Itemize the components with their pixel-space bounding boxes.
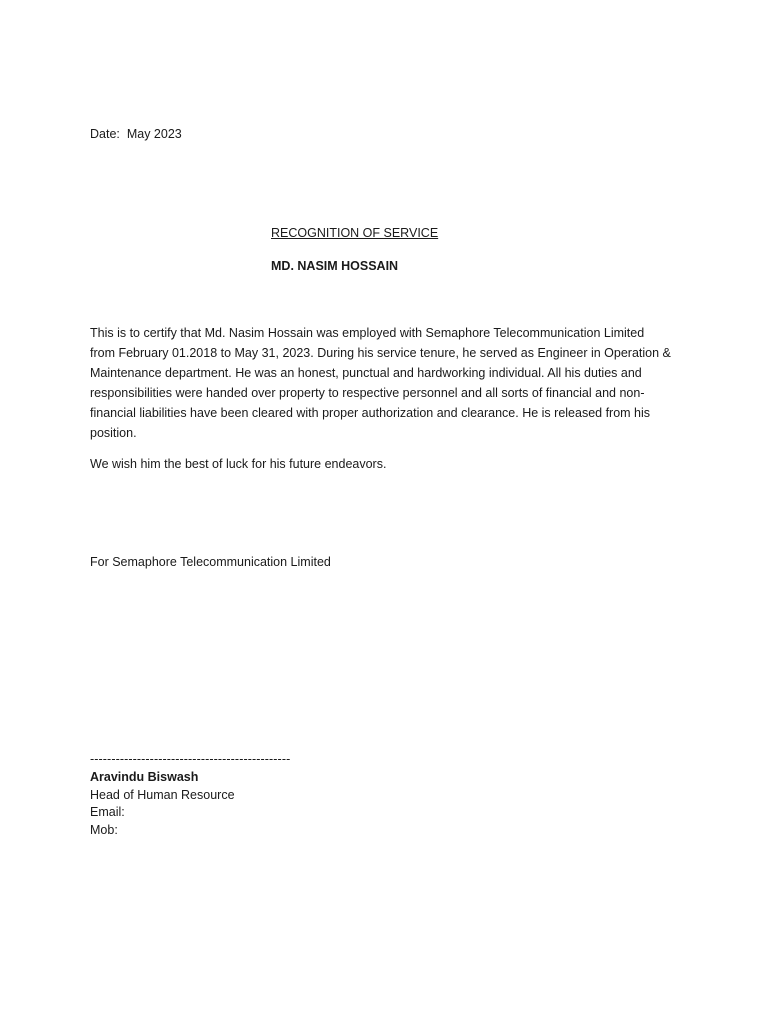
date-label: Date: — [90, 127, 120, 141]
body-line: position. — [90, 426, 137, 440]
body-paragraph — [90, 323, 690, 443]
body-line: This is to certify that Md. Nasim Hossain was employed with Semaphore Telecommunication Limited — [90, 326, 645, 340]
body-line: Maintenance department. He was an honest, punctual and hardworking individual. All his duties and — [90, 366, 642, 380]
signer-email-label: Email: — [90, 805, 125, 819]
body-line: financial liabilities have been cleared with proper authorization and clearance. He is released from his — [90, 406, 651, 420]
signer-mob-label: Mob: — [90, 823, 118, 837]
company-line: For Semaphore Telecommunication Limited — [90, 555, 331, 569]
signer-name: Aravindu Biswash — [90, 770, 199, 784]
subject-name: MD. NASIM HOSSAIN — [271, 259, 399, 273]
signature-line: ----------------------------------------------- — [90, 752, 291, 766]
date-value: May 2023 — [126, 127, 182, 141]
body-line: from February 01.2018 to May 31, 2023. During his service tenure, he served as Engineer in Operation & — [90, 346, 671, 360]
body-line: responsibilities were handed over property to respective personnel and all sorts of financial and non- — [90, 386, 645, 400]
closing-wish: We wish him the best of luck for his future endeavors. — [90, 457, 387, 471]
date-line — [90, 127, 182, 141]
letter-title: RECOGNITION OF SERVICE — [271, 226, 439, 240]
signer-title: Head of Human Resource — [90, 788, 235, 802]
